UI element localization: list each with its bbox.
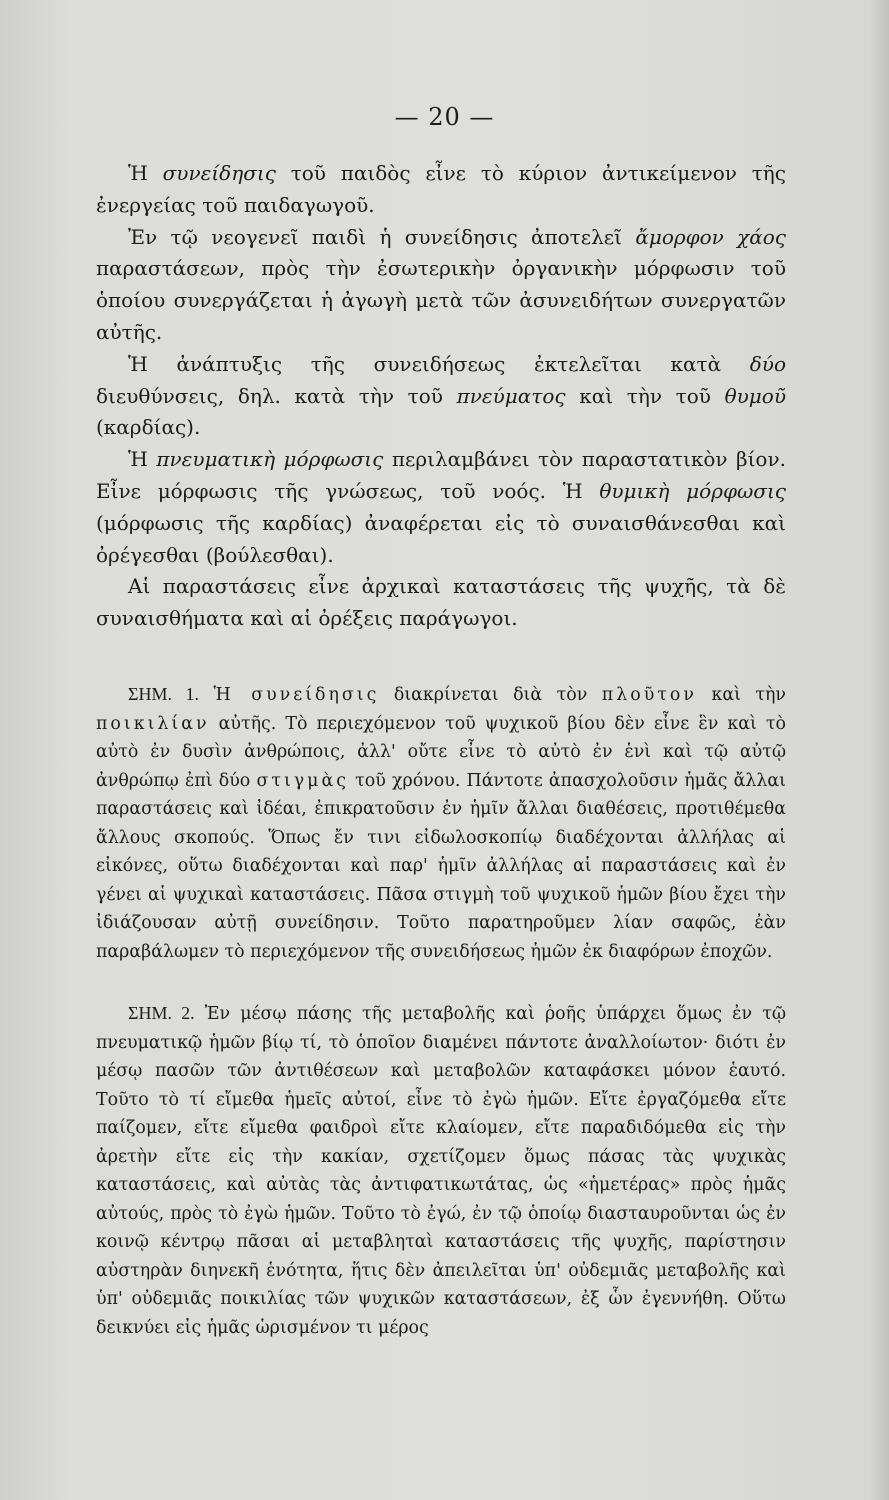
paragraph-3 [96,349,786,444]
italic-term: θυμικὴ μόρφωσις [599,478,786,503]
paragraph-2 [96,222,786,349]
text-run: διακρίνεται διὰ τὸν [379,685,602,705]
text-run: (καρδίας). [96,415,201,440]
note-2 [96,999,786,1342]
page-edge-shadow [869,0,889,1500]
text-run: αὐτῆς. Τὸ περιεχόμενον τοῦ ψυχικοῦ βίου δὲν εἶνε ἓν καὶ τὸ αὐτὸ ἐν δυσὶν ἀνθρώποις, ἀλλ' οὔτε εἶνε τὸ αὐτὸ ἐν ἑνὶ καὶ τῷ αὐτῷ ἀνθρώπῳ ἐπὶ δύο [96,713,786,791]
paragraph-1 [96,158,786,222]
note-2-paragraph [96,999,786,1342]
note-1-paragraph [96,680,786,966]
main-text [96,158,786,635]
italic-term: συνείδησις [162,161,276,185]
text-run: Ἐν μέσῳ πάσης τῆς μεταβολῆς καὶ ῥοῆς ὑπάρχει ὅμως ἐν τῷ πνευματικῷ ἡμῶν βίῳ τί, τὸ ὁποῖον διαμένει πάντοτε ἀναλλοίωτον· διότι ἐν μέσῳ πασῶν τῶν ἀντιθέσεων καὶ μεταβολῶν καταφάσκει μόνον ἑαυτό. Τοῦτο τὸ τί εἴμεθα ἡμεῖς αὐτοί, εἶνε τὸ ἐγὼ ἡμῶν. Εἴτε ἐργαζόμεθα εἴτε παίζομεν, εἴτε εἴμεθα φαιδροὶ εἴτε κλαίομεν, εἴτε παραδιδόμεθα εἰς τὴν ἀρετὴν εἴτε εἰς τὴν κακίαν, σχετίζομεν ὅμως πάσας τὰς ψυχικὰς καταστάσεις, καὶ αὐτὰς τὰς ἀντιφατικωτάτας, ὡς «ἡμετέρας» πρὸς ἡμᾶς αὐτούς, πρὸς τὸ ἐγὼ ἡμῶν. Τοῦτο τὸ ἐγώ, ἐν τῷ ὁποίῳ διασταυροῦνται ὡς ἐν κοινῷ κέντρῳ πᾶσαι αἱ μεταβληταὶ καταστάσεις τῆς ψυχῆς, παρίστησιν αὐστηρὰν διηνεκῆ ἑνότητα, ἥτις δὲν ἀπειλεῖται ὑπ' οὐδεμιᾶς μεταβολῆς καὶ ὑπ' οὐδεμιᾶς ποικιλίας τῶν ψυχικῶν καταστάσεων, ἐξ ὧν ἐγεννήθη. Οὕτω δεικνύει εἰς ἡμᾶς ὡρισμένον τι μέρος [96,1004,786,1338]
note-1-label: ΣΗΜ. 1. [128,684,199,704]
text-run: καὶ τὴν τοῦ [565,383,725,408]
italic-term: πνεύματος [456,383,566,408]
text-run: Ἐν τῷ νεογενεῖ παιδὶ ἡ συνείδησις ἀποτελεῖ [128,224,636,249]
note-1 [96,680,786,966]
text-run: (μόρφωσις τῆς καρδίας) ἀναφέρεται εἰς τὸ συναισθάνεσθαι καὶ ὀρέγεσθαι (βούλεσθαι). [96,510,786,567]
spaced-term: ποικιλίαν [96,713,210,734]
italic-term: θυμοῦ [724,383,787,408]
note-2-label: ΣΗΜ. 2. [128,1003,195,1023]
text-run: διευθύνσεις, δηλ. κατὰ τὴν τοῦ [96,383,457,408]
text-run: παραστάσεων, πρὸς τὴν ἐσωτερικὴν ὀργανικὴν μόρφωσιν τοῦ ὁποίου συνεργάζεται ἡ ἀγωγὴ μετὰ τῶν ἀσυνειδήτων συνεργατῶν αὐτῆς. [96,256,786,344]
text-run: Αἱ παραστάσεις εἶνε ἀρχικαὶ καταστάσεις τῆς ψυχῆς, τὰ δὲ συναισθήματα καὶ αἱ ὀρέξεις παράγωγοι. [96,574,786,631]
spaced-term: πλοῦτον [601,685,697,705]
text-run [199,685,214,705]
italic-term: δύο [749,351,786,376]
page-number: — 20 — [394,103,495,131]
italic-term: ἄμορφον χάος [635,224,787,249]
text-run: περιλαμβάνει τὸν παραστατικὸν βίον. Εἶνε μόρφωσις τῆς γνώσεως, τοῦ νοός. Ἡ [96,447,786,503]
text-run: Ἡ [128,161,163,185]
paragraph-5 [96,571,786,635]
text-run: τοῦ χρόνου. Πάντοτε ἀπασχολοῦσιν ἡμᾶς ἄλλαι παραστάσεις καὶ ἰδέαι, ἐπικρατοῦσιν ἐν ἡμῖν ἄλλαι διαθέσεις, προτιθέμεθα ἄλλους σκοπούς. Ὅπως ἔν τινι εἰδωλοσκοπίῳ διαδέχονται ἀλλήλας αἱ εἰκόνες, οὕτω διαδέχονται καὶ παρ' ἡμῖν ἀλλήλας αἱ παραστάσεις καὶ ἐν γένει αἱ ψυχικαὶ καταστάσεις. Πᾶσα στιγμὴ τοῦ ψυχικοῦ ἡμῶν βίου ἔχει τὴν ἰδιάζουσαν αὐτῇ συνείδησιν. Τοῦτο παρατηροῦμεν λίαν σαφῶς, ἐὰν παραβάλωμεν τὸ περιεχόμενον τῆς συνειδήσεως ἡμῶν ἐκ διαφόρων ἐποχῶν. [96,770,786,962]
text-run: καὶ τὴν [696,685,786,705]
text-run: Ἡ ἀνάπτυξις τῆς συνειδήσεως ἐκτελεῖται κατὰ [128,351,750,376]
text-run: Ἡ [128,447,157,472]
spaced-term: Ἡ συνείδησις [213,685,380,705]
italic-term: πνευματικὴ μόρφωσις [156,447,384,472]
spaced-term: στιγμὰς [256,770,349,791]
text-run: τοῦ παιδὸς εἶνε τὸ κύριον ἀντικείμενον τῆς ἐνεργείας τοῦ παιδαγωγοῦ. [96,161,786,217]
paragraph-4 [96,444,786,571]
